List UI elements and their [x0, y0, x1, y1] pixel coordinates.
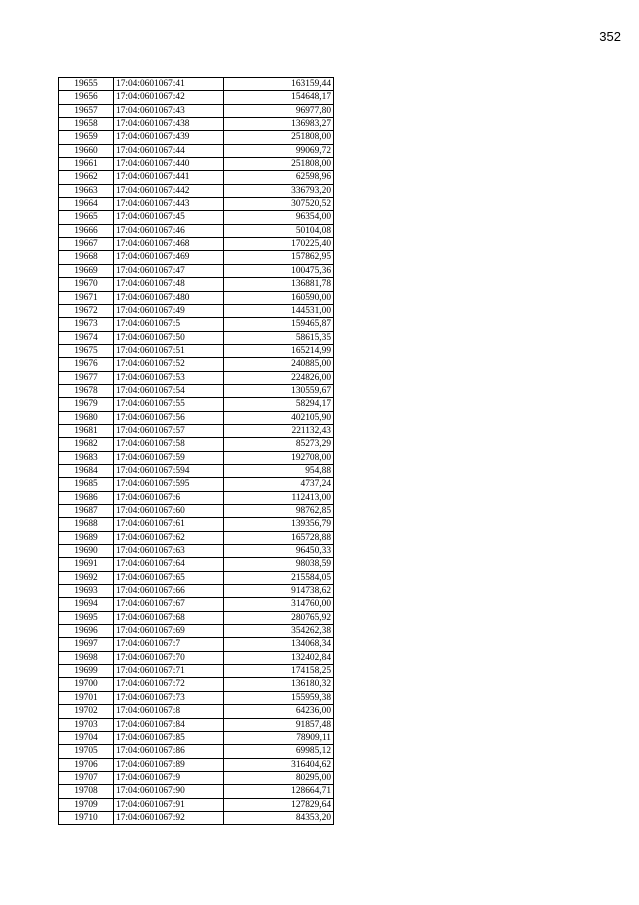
row-number-cell: 19691 [59, 558, 114, 571]
cadastral-number-cell: 17:04:0601067:46 [114, 224, 224, 237]
cadastral-number-cell: 17:04:0601067:71 [114, 665, 224, 678]
value-cell: 69985,12 [224, 745, 334, 758]
value-cell: 96354,00 [224, 211, 334, 224]
page-number: 352 [599, 29, 621, 44]
table-row [59, 384, 334, 397]
value-cell: 130559,67 [224, 384, 334, 397]
table-row [59, 705, 334, 718]
value-cell: 163159,44 [224, 78, 334, 91]
table-row [59, 144, 334, 157]
row-number-cell: 19707 [59, 771, 114, 784]
cadastral-number-cell: 17:04:0601067:5 [114, 318, 224, 331]
cadastral-number-cell: 17:04:0601067:8 [114, 705, 224, 718]
row-number-cell: 19710 [59, 811, 114, 824]
row-number-cell: 19702 [59, 705, 114, 718]
table-row [59, 491, 334, 504]
value-cell: 251808,00 [224, 131, 334, 144]
value-cell: 99069,72 [224, 144, 334, 157]
table-row [59, 238, 334, 251]
value-cell: 112413,00 [224, 491, 334, 504]
cadastral-number-cell: 17:04:0601067:72 [114, 678, 224, 691]
value-cell: 136983,27 [224, 118, 334, 131]
cadastral-number-cell: 17:04:0601067:85 [114, 731, 224, 744]
table-row [59, 118, 334, 131]
cadastral-number-cell: 17:04:0601067:49 [114, 304, 224, 317]
value-cell: 240885,00 [224, 358, 334, 371]
cadastral-number-cell: 17:04:0601067:47 [114, 264, 224, 277]
row-number-cell: 19682 [59, 438, 114, 451]
cadastral-number-cell: 17:04:0601067:7 [114, 638, 224, 651]
row-number-cell: 19685 [59, 478, 114, 491]
row-number-cell: 19675 [59, 344, 114, 357]
row-number-cell: 19674 [59, 331, 114, 344]
row-number-cell: 19687 [59, 505, 114, 518]
cadastral-number-cell: 17:04:0601067:89 [114, 758, 224, 771]
table-row [59, 464, 334, 477]
table-row [59, 531, 334, 544]
cadastral-number-cell: 17:04:0601067:51 [114, 344, 224, 357]
row-number-cell: 19693 [59, 585, 114, 598]
cadastral-number-cell: 17:04:0601067:70 [114, 651, 224, 664]
value-cell: 136180,32 [224, 678, 334, 691]
row-number-cell: 19678 [59, 384, 114, 397]
cadastral-number-cell: 17:04:0601067:92 [114, 811, 224, 824]
row-number-cell: 19701 [59, 691, 114, 704]
cadastral-number-cell: 17:04:0601067:443 [114, 198, 224, 211]
table-row [59, 291, 334, 304]
value-cell: 336793,20 [224, 184, 334, 197]
value-cell: 91857,48 [224, 718, 334, 731]
cadastral-number-cell: 17:04:0601067:441 [114, 171, 224, 184]
table-row [59, 571, 334, 584]
cadastral-number-cell: 17:04:0601067:468 [114, 238, 224, 251]
value-cell: 64236,00 [224, 705, 334, 718]
table-row [59, 665, 334, 678]
table-row [59, 371, 334, 384]
value-cell: 100475,36 [224, 264, 334, 277]
row-number-cell: 19688 [59, 518, 114, 531]
value-cell: 316404,62 [224, 758, 334, 771]
row-number-cell: 19673 [59, 318, 114, 331]
table-row [59, 505, 334, 518]
table-row [59, 785, 334, 798]
table-body [59, 78, 334, 825]
cadastral-number-cell: 17:04:0601067:86 [114, 745, 224, 758]
value-cell: 192708,00 [224, 451, 334, 464]
table-row [59, 758, 334, 771]
row-number-cell: 19660 [59, 144, 114, 157]
value-cell: 354262,38 [224, 625, 334, 638]
table-row [59, 731, 334, 744]
row-number-cell: 19658 [59, 118, 114, 131]
cadastral-number-cell: 17:04:0601067:84 [114, 718, 224, 731]
row-number-cell: 19668 [59, 251, 114, 264]
table-row [59, 211, 334, 224]
table-row [59, 224, 334, 237]
table-row [59, 104, 334, 117]
table-row [59, 158, 334, 171]
value-cell: 84353,20 [224, 811, 334, 824]
table-row [59, 398, 334, 411]
cadastral-number-cell: 17:04:0601067:45 [114, 211, 224, 224]
row-number-cell: 19669 [59, 264, 114, 277]
cadastral-number-cell: 17:04:0601067:73 [114, 691, 224, 704]
value-cell: 98762,85 [224, 505, 334, 518]
row-number-cell: 19686 [59, 491, 114, 504]
value-cell: 96450,33 [224, 545, 334, 558]
table-row [59, 558, 334, 571]
value-cell: 215584,05 [224, 571, 334, 584]
row-number-cell: 19679 [59, 398, 114, 411]
cadastral-number-cell: 17:04:0601067:43 [114, 104, 224, 117]
cadastral-number-cell: 17:04:0601067:53 [114, 371, 224, 384]
row-number-cell: 19661 [59, 158, 114, 171]
value-cell: 280765,92 [224, 611, 334, 624]
value-cell: 157862,95 [224, 251, 334, 264]
value-cell: 251808,00 [224, 158, 334, 171]
row-number-cell: 19663 [59, 184, 114, 197]
table-row [59, 718, 334, 731]
table-row [59, 438, 334, 451]
cadastral-number-cell: 17:04:0601067:594 [114, 464, 224, 477]
value-cell: 127829,64 [224, 798, 334, 811]
cadastral-number-cell: 17:04:0601067:90 [114, 785, 224, 798]
value-cell: 139356,79 [224, 518, 334, 531]
value-cell: 98038,59 [224, 558, 334, 571]
row-number-cell: 19698 [59, 651, 114, 664]
cadastral-value-table [58, 77, 334, 825]
table-row [59, 611, 334, 624]
cadastral-number-cell: 17:04:0601067:63 [114, 545, 224, 558]
value-cell: 62598,96 [224, 171, 334, 184]
table-row [59, 478, 334, 491]
row-number-cell: 19708 [59, 785, 114, 798]
value-cell: 165214,99 [224, 344, 334, 357]
cadastral-number-cell: 17:04:0601067:61 [114, 518, 224, 531]
cadastral-number-cell: 17:04:0601067:440 [114, 158, 224, 171]
row-number-cell: 19699 [59, 665, 114, 678]
row-number-cell: 19709 [59, 798, 114, 811]
row-number-cell: 19656 [59, 91, 114, 104]
table-row [59, 798, 334, 811]
row-number-cell: 19659 [59, 131, 114, 144]
cadastral-number-cell: 17:04:0601067:59 [114, 451, 224, 464]
table-row [59, 678, 334, 691]
value-cell: 914738,62 [224, 585, 334, 598]
row-number-cell: 19696 [59, 625, 114, 638]
value-cell: 144531,00 [224, 304, 334, 317]
value-cell: 134068,34 [224, 638, 334, 651]
table-row [59, 625, 334, 638]
cadastral-number-cell: 17:04:0601067:57 [114, 424, 224, 437]
value-cell: 165728,88 [224, 531, 334, 544]
table-row [59, 171, 334, 184]
cadastral-number-cell: 17:04:0601067:6 [114, 491, 224, 504]
cadastral-number-cell: 17:04:0601067:66 [114, 585, 224, 598]
cadastral-number-cell: 17:04:0601067:56 [114, 411, 224, 424]
row-number-cell: 19689 [59, 531, 114, 544]
cadastral-number-cell: 17:04:0601067:62 [114, 531, 224, 544]
value-cell: 132402,84 [224, 651, 334, 664]
value-cell: 224826,00 [224, 371, 334, 384]
cadastral-number-cell: 17:04:0601067:55 [114, 398, 224, 411]
row-number-cell: 19667 [59, 238, 114, 251]
row-number-cell: 19680 [59, 411, 114, 424]
cadastral-number-cell: 17:04:0601067:67 [114, 598, 224, 611]
value-cell: 96977,80 [224, 104, 334, 117]
cadastral-number-cell: 17:04:0601067:44 [114, 144, 224, 157]
row-number-cell: 19655 [59, 78, 114, 91]
row-number-cell: 19670 [59, 278, 114, 291]
value-cell: 402105,90 [224, 411, 334, 424]
cadastral-number-cell: 17:04:0601067:469 [114, 251, 224, 264]
cadastral-number-cell: 17:04:0601067:60 [114, 505, 224, 518]
row-number-cell: 19683 [59, 451, 114, 464]
value-cell: 4737,24 [224, 478, 334, 491]
cadastral-number-cell: 17:04:0601067:65 [114, 571, 224, 584]
table-row [59, 344, 334, 357]
table-row [59, 358, 334, 371]
row-number-cell: 19662 [59, 171, 114, 184]
row-number-cell: 19690 [59, 545, 114, 558]
row-number-cell: 19703 [59, 718, 114, 731]
row-number-cell: 19684 [59, 464, 114, 477]
value-cell: 154648,17 [224, 91, 334, 104]
value-cell: 160590,00 [224, 291, 334, 304]
cadastral-number-cell: 17:04:0601067:64 [114, 558, 224, 571]
table-row [59, 518, 334, 531]
table-row [59, 131, 334, 144]
cadastral-number-cell: 17:04:0601067:52 [114, 358, 224, 371]
value-cell: 314760,00 [224, 598, 334, 611]
table-row [59, 278, 334, 291]
row-number-cell: 19671 [59, 291, 114, 304]
cadastral-number-cell: 17:04:0601067:48 [114, 278, 224, 291]
table-row [59, 691, 334, 704]
row-number-cell: 19692 [59, 571, 114, 584]
value-cell: 170225,40 [224, 238, 334, 251]
cadastral-number-cell: 17:04:0601067:9 [114, 771, 224, 784]
row-number-cell: 19697 [59, 638, 114, 651]
table-row [59, 638, 334, 651]
cadastral-number-cell: 17:04:0601067:439 [114, 131, 224, 144]
table-row [59, 424, 334, 437]
value-cell: 58615,35 [224, 331, 334, 344]
table-row [59, 451, 334, 464]
table-row [59, 771, 334, 784]
row-number-cell: 19664 [59, 198, 114, 211]
table-row [59, 304, 334, 317]
cadastral-number-cell: 17:04:0601067:480 [114, 291, 224, 304]
value-cell: 50104,08 [224, 224, 334, 237]
row-number-cell: 19677 [59, 371, 114, 384]
row-number-cell: 19704 [59, 731, 114, 744]
row-number-cell: 19657 [59, 104, 114, 117]
table-row [59, 264, 334, 277]
value-cell: 174158,25 [224, 665, 334, 678]
table-row [59, 318, 334, 331]
cadastral-number-cell: 17:04:0601067:54 [114, 384, 224, 397]
row-number-cell: 19694 [59, 598, 114, 611]
table-row [59, 251, 334, 264]
cadastral-number-cell: 17:04:0601067:438 [114, 118, 224, 131]
table-row [59, 411, 334, 424]
table-row [59, 184, 334, 197]
table-row [59, 198, 334, 211]
table-row [59, 745, 334, 758]
value-cell: 78909,11 [224, 731, 334, 744]
cadastral-number-cell: 17:04:0601067:91 [114, 798, 224, 811]
row-number-cell: 19705 [59, 745, 114, 758]
cadastral-number-cell: 17:04:0601067:42 [114, 91, 224, 104]
value-cell: 58294,17 [224, 398, 334, 411]
row-number-cell: 19700 [59, 678, 114, 691]
row-number-cell: 19706 [59, 758, 114, 771]
table-row [59, 78, 334, 91]
value-cell: 85273,29 [224, 438, 334, 451]
cadastral-number-cell: 17:04:0601067:69 [114, 625, 224, 638]
row-number-cell: 19665 [59, 211, 114, 224]
cadastral-number-cell: 17:04:0601067:41 [114, 78, 224, 91]
row-number-cell: 19695 [59, 611, 114, 624]
table-row [59, 331, 334, 344]
table-row [59, 598, 334, 611]
row-number-cell: 19681 [59, 424, 114, 437]
value-cell: 159465,87 [224, 318, 334, 331]
value-cell: 954,88 [224, 464, 334, 477]
cadastral-number-cell: 17:04:0601067:58 [114, 438, 224, 451]
cadastral-number-cell: 17:04:0601067:68 [114, 611, 224, 624]
cadastral-number-cell: 17:04:0601067:595 [114, 478, 224, 491]
table-row [59, 91, 334, 104]
value-cell: 136881,78 [224, 278, 334, 291]
value-cell: 155959,38 [224, 691, 334, 704]
row-number-cell: 19676 [59, 358, 114, 371]
row-number-cell: 19666 [59, 224, 114, 237]
table-row [59, 811, 334, 824]
table-row [59, 545, 334, 558]
value-cell: 221132,43 [224, 424, 334, 437]
table-row [59, 651, 334, 664]
value-cell: 128664,71 [224, 785, 334, 798]
table-row [59, 585, 334, 598]
cadastral-number-cell: 17:04:0601067:442 [114, 184, 224, 197]
value-cell: 307520,52 [224, 198, 334, 211]
row-number-cell: 19672 [59, 304, 114, 317]
value-cell: 80295,00 [224, 771, 334, 784]
cadastral-number-cell: 17:04:0601067:50 [114, 331, 224, 344]
